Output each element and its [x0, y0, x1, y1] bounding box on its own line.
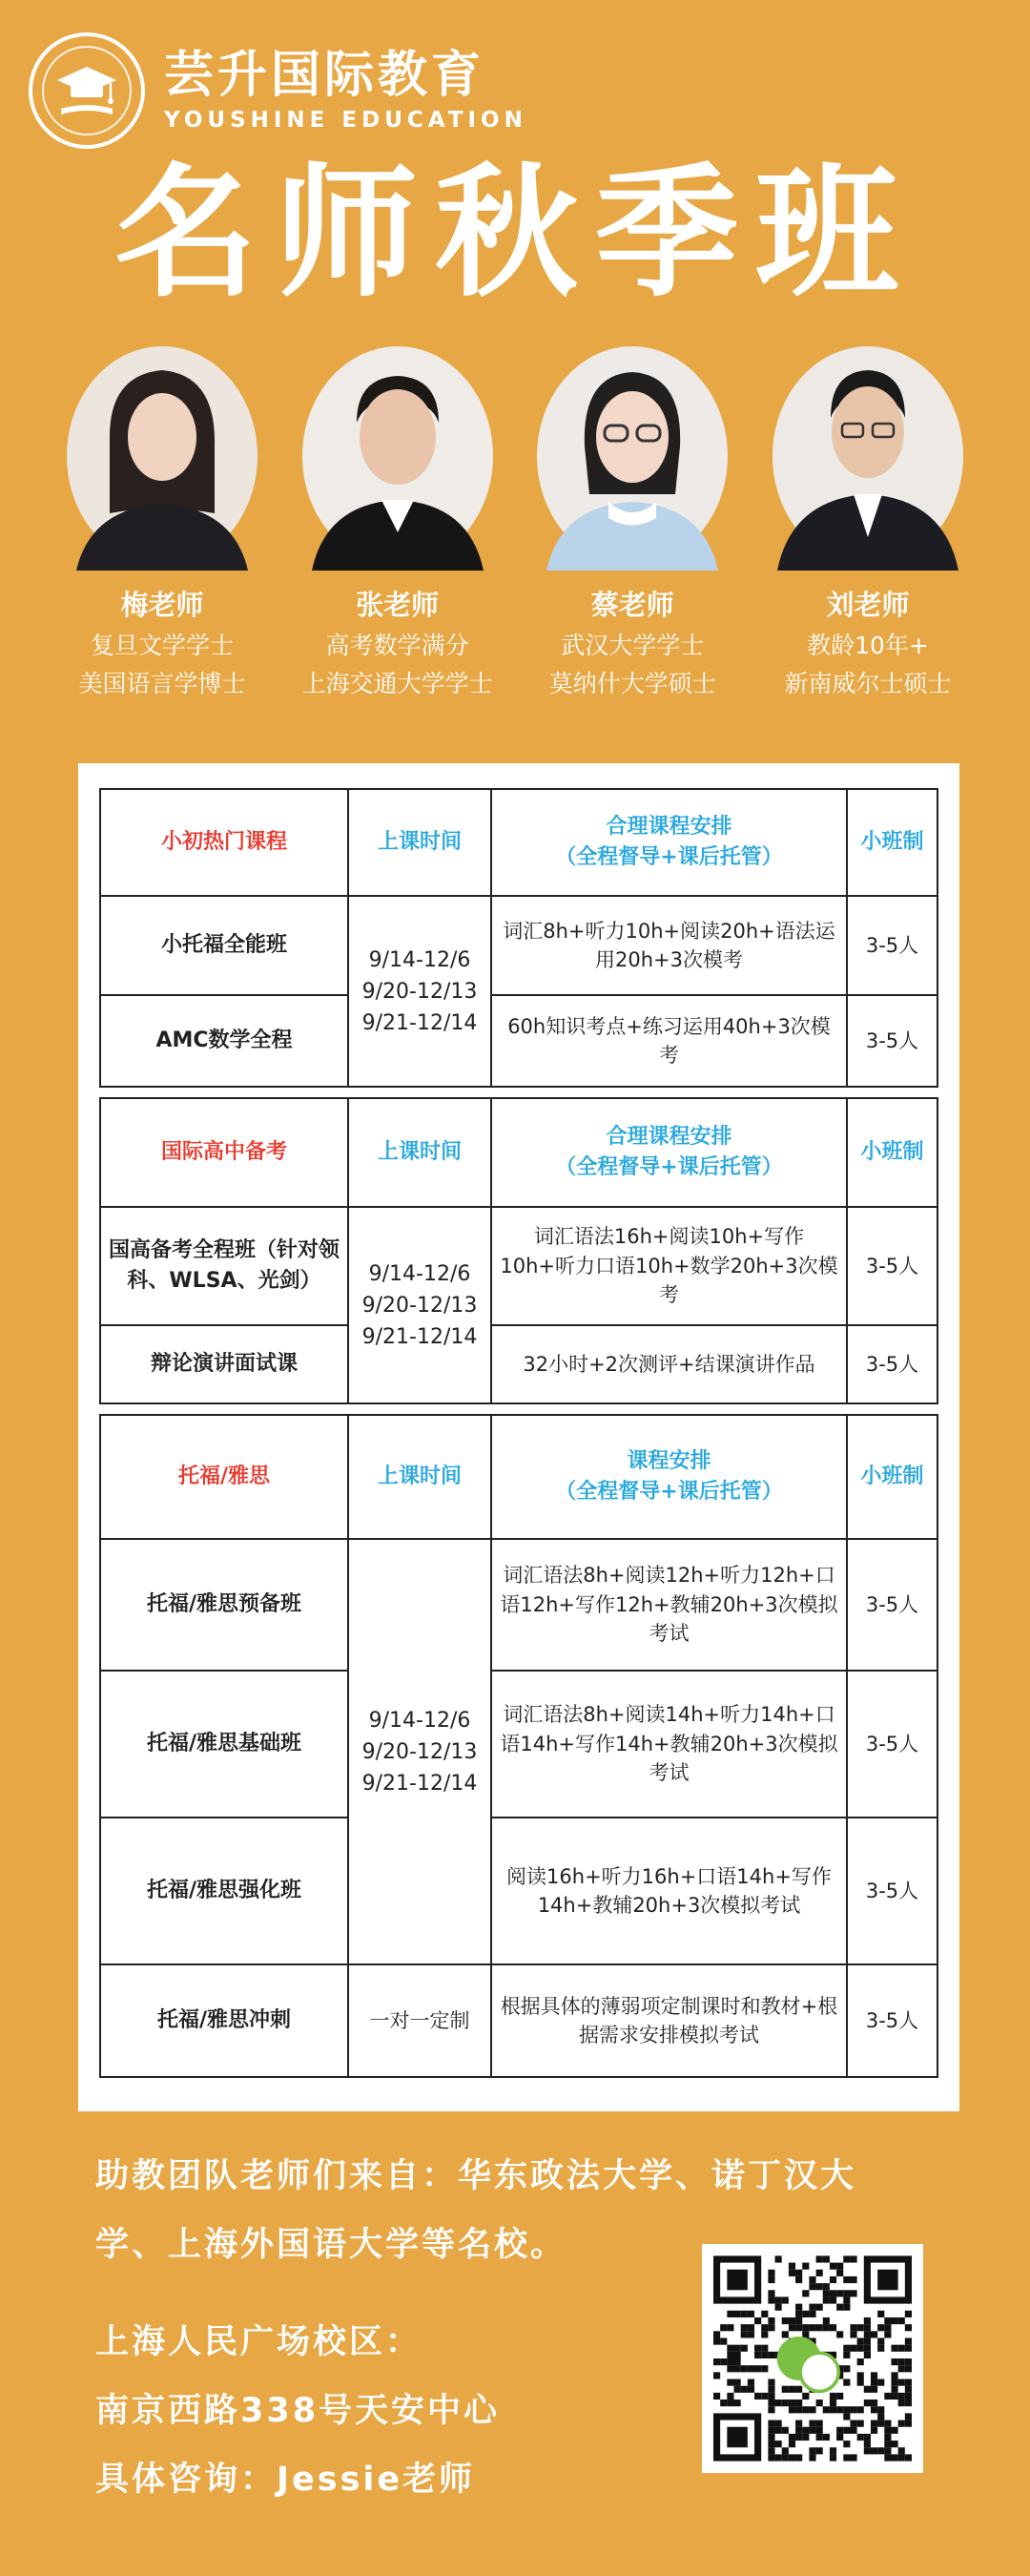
teacher-list — [48, 342, 982, 699]
campus-label: 上海人民广场校区： — [95, 2323, 422, 2361]
teacher-portrait-icon — [298, 342, 498, 571]
category-header: 托福/雅思 — [100, 1415, 348, 1539]
schedule-cell: 9/14-12/6 9/20-12/13 9/21-12/14 — [348, 896, 491, 1087]
table-row — [100, 1207, 937, 1325]
course-plan: 词汇语法16h+阅读10h+写作10h+听力口语10h+数学20h+3次模考 — [491, 1207, 847, 1325]
teacher-name: 蔡老师 — [590, 589, 674, 621]
table-row — [100, 1325, 937, 1403]
logo-seal-icon — [29, 32, 145, 149]
teacher-credential: 美国语言学博士 — [78, 670, 246, 697]
teacher-photo — [768, 342, 968, 571]
course-name: 国高备考全程班（针对领科、WLSA、光剑） — [100, 1207, 348, 1325]
class-size: 3-5人 — [847, 1207, 937, 1325]
course-name: 托福/雅思冲刺 — [100, 1964, 348, 2077]
qr-code[interactable] — [702, 2244, 923, 2473]
table-row — [100, 1818, 937, 1964]
course-table — [99, 1097, 938, 1404]
class-size: 3-5人 — [847, 995, 937, 1087]
category-header: 小初热门课程 — [100, 789, 348, 896]
course-plan: 阅读16h+听力16h+口语14h+写作14h+教辅20h+3次模拟考试 — [491, 1818, 847, 1964]
course-plan: 词汇语法8h+阅读14h+听力14h+口语14h+写作14h+教辅20h+3次模拟考试 — [491, 1671, 847, 1818]
assistant-team-text: 助教团队老师们来自：华东政法大学、诺丁汉大 — [95, 2157, 857, 2195]
campus-address: 南京西路338号天安中心 — [95, 2392, 501, 2430]
class-size: 3-5人 — [847, 1964, 937, 2077]
teacher-credential: 复旦文学学士 — [90, 632, 234, 659]
graduation-cap-seal-icon — [53, 57, 120, 124]
course-plan: 词汇8h+听力10h+阅读20h+语法运用20h+3次模考 — [491, 896, 847, 995]
brand-name-en: YOUSHINE EDUCATION — [164, 107, 527, 133]
course-table — [99, 788, 938, 1088]
teacher-card — [518, 342, 747, 699]
teacher-card — [753, 342, 982, 699]
course-name: 托福/雅思强化班 — [100, 1818, 348, 1964]
table-row — [100, 1964, 937, 2077]
course-card — [78, 763, 959, 2111]
size-header: 小班制 — [847, 789, 937, 896]
plan-header: 合理课程安排 （全程督导+课后托管） — [491, 789, 847, 896]
class-size: 3-5人 — [847, 1671, 937, 1818]
schedule-cell: 一对一定制 — [348, 1964, 491, 2077]
table-row — [100, 896, 937, 995]
teacher-photo — [532, 342, 732, 571]
course-name: 托福/雅思基础班 — [100, 1671, 348, 1818]
course-name: AMC数学全程 — [100, 995, 348, 1087]
brand-name-cn: 芸升国际教育 — [164, 47, 485, 105]
class-size: 3-5人 — [847, 1325, 937, 1403]
table-row — [100, 1671, 937, 1818]
teacher-credential: 教龄10年+ — [807, 632, 929, 659]
teacher-portrait-icon — [768, 342, 968, 571]
course-plan: 词汇语法8h+阅读12h+听力12h+口语12h+写作12h+教辅20h+3次模拟考试 — [491, 1539, 847, 1671]
time-header: 上课时间 — [348, 1098, 491, 1207]
brand-header — [29, 29, 527, 153]
class-size: 3-5人 — [847, 1539, 937, 1671]
table-header-row — [100, 789, 937, 896]
teacher-credential: 上海交通大学学士 — [301, 670, 493, 697]
course-plan: 根据具体的薄弱项定制课时和教材+根据需求安排模拟考试 — [491, 1964, 847, 2077]
teacher-photo — [62, 342, 262, 571]
teacher-name: 梅老师 — [120, 589, 204, 621]
schedule-cell: 9/14-12/6 9/20-12/13 9/21-12/14 — [348, 1207, 491, 1403]
course-plan: 32小时+2次测评+结课演讲作品 — [491, 1325, 847, 1403]
teacher-card — [48, 342, 277, 699]
page-title: 名师秋季班 — [113, 151, 916, 317]
teacher-credential: 武汉大学学士 — [561, 632, 705, 659]
teacher-card — [283, 342, 512, 699]
course-name: 托福/雅思预备班 — [100, 1539, 348, 1671]
teacher-name: 张老师 — [356, 589, 440, 621]
brand-text — [164, 49, 527, 132]
table-header-row — [100, 1415, 937, 1539]
teacher-portrait-icon — [62, 342, 262, 571]
time-header: 上课时间 — [348, 789, 491, 896]
teacher-credential: 莫纳什大学硕士 — [548, 670, 716, 697]
wechat-qr-code-icon — [713, 2255, 912, 2462]
plan-header: 课程安排 （全程督导+课后托管） — [491, 1415, 847, 1539]
table-row — [100, 1539, 937, 1671]
plan-header: 合理课程安排 （全程督导+课后托管） — [491, 1098, 847, 1207]
class-size: 3-5人 — [847, 896, 937, 995]
teacher-portrait-icon — [532, 342, 732, 571]
course-name: 小托福全能班 — [100, 896, 348, 995]
assistant-team-text: 学、上海外国语大学等名校。 — [95, 2226, 567, 2264]
teacher-credential: 新南威尔士硕士 — [784, 670, 952, 697]
table-header-row — [100, 1098, 937, 1207]
time-header: 上课时间 — [348, 1415, 491, 1539]
course-name: 辩论演讲面试课 — [100, 1325, 348, 1403]
contact-text: 具体咨询：Jessie老师 — [95, 2461, 476, 2499]
teacher-photo — [298, 342, 498, 571]
teacher-credential: 高考数学满分 — [325, 632, 469, 659]
teacher-name: 刘老师 — [826, 589, 910, 621]
course-plan: 60h知识考点+练习运用40h+3次模考 — [491, 995, 847, 1087]
class-size: 3-5人 — [847, 1818, 937, 1964]
size-header: 小班制 — [847, 1415, 937, 1539]
category-header: 国际高中备考 — [100, 1098, 348, 1207]
size-header: 小班制 — [847, 1098, 937, 1207]
table-row — [100, 995, 937, 1087]
schedule-cell: 9/14-12/6 9/20-12/13 9/21-12/14 — [348, 1539, 491, 1964]
course-table — [99, 1414, 938, 2078]
